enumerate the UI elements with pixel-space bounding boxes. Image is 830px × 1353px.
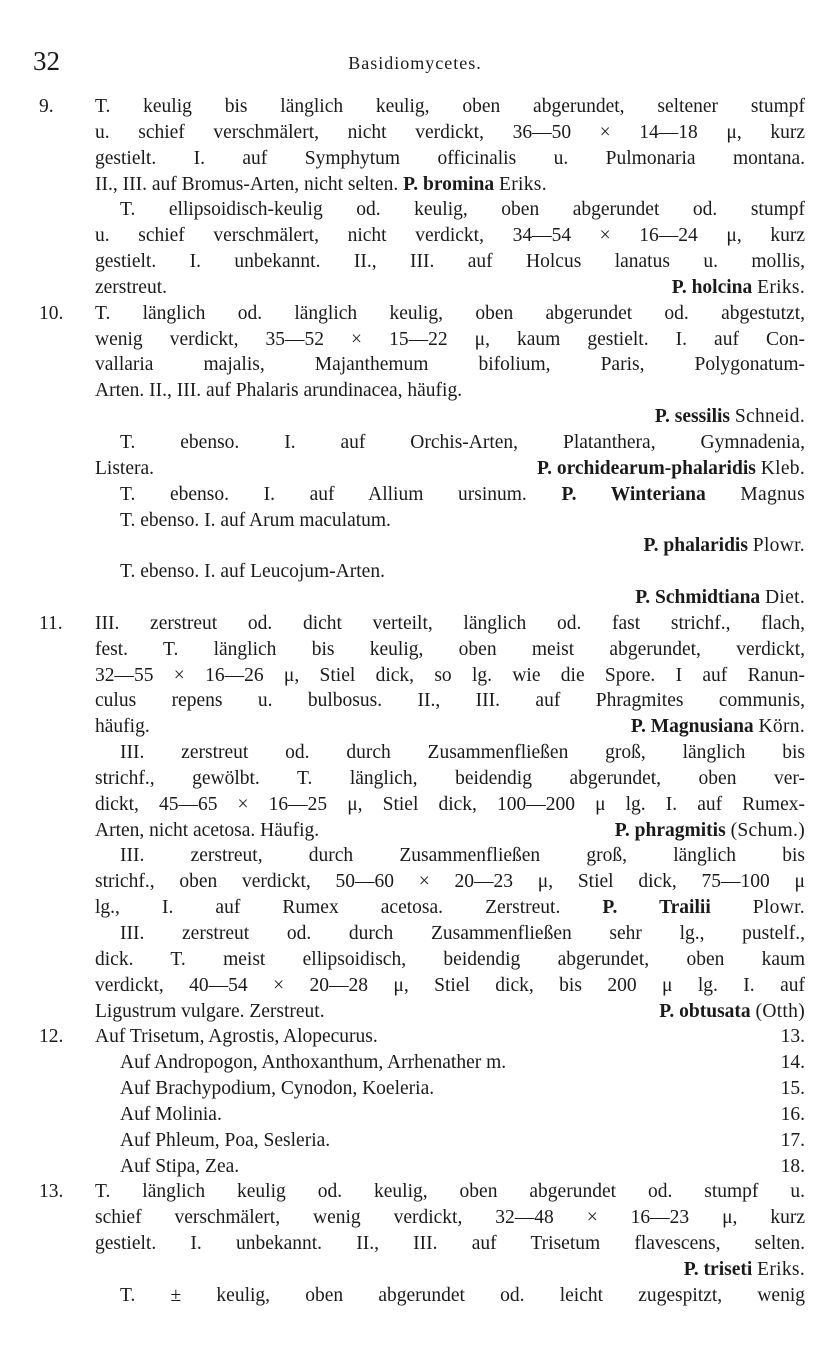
species-name: P. Winteriana bbox=[561, 483, 706, 505]
text-line bbox=[0, 895, 830, 921]
line-text bbox=[95, 663, 805, 689]
line-text-run: culus repens u. bulbosus. II., III. auf Phragmites communis, bbox=[95, 690, 805, 712]
text-line bbox=[0, 1024, 830, 1050]
line-text: Ligustrum vulgare. Zerstreut. bbox=[95, 1000, 325, 1022]
line-text bbox=[120, 482, 805, 508]
text-line bbox=[0, 1205, 830, 1231]
key-target-number: 15. bbox=[780, 1078, 805, 1100]
line-text-run: u. schief verschmälert, nicht verdickt, 34—54 × 16—24 μ, kurz bbox=[95, 225, 805, 247]
line-text-run: III. zerstreut od. durch Zusammenfließen groß, länglich bis bbox=[120, 742, 805, 764]
author-citation: Kleb. bbox=[760, 457, 805, 479]
line-text bbox=[95, 792, 805, 818]
page-header bbox=[0, 44, 830, 78]
line-text-run: strichf., oben verdickt, 50—60 × 20—23 μ, Stiel dick, 75—100 μ bbox=[95, 871, 805, 893]
text-line bbox=[0, 1102, 830, 1128]
text-line bbox=[0, 1128, 830, 1154]
text-line bbox=[0, 611, 830, 637]
text-line bbox=[0, 559, 830, 585]
line-text bbox=[95, 1231, 805, 1257]
line-text-run: Auf Trisetum, Agrostis, Alopecurus. bbox=[95, 1026, 378, 1048]
author-citation: Magnus bbox=[740, 483, 805, 505]
line-text bbox=[95, 378, 805, 404]
text-line bbox=[0, 921, 830, 947]
text-body bbox=[0, 94, 830, 1309]
text-line bbox=[0, 973, 830, 999]
line-text bbox=[95, 637, 805, 663]
text-line bbox=[0, 146, 830, 172]
line-text-run: gestielt. I. auf Symphytum officinalis u. Pulmonaria montana. bbox=[95, 147, 805, 169]
line-text bbox=[120, 740, 805, 766]
couplet-number: 12. bbox=[39, 1026, 64, 1048]
author-citation: (Schum.) bbox=[730, 819, 805, 841]
line-text-run: III. zerstreut, durch Zusammenfließen groß, länglich bis bbox=[120, 845, 805, 867]
text-line bbox=[0, 1231, 830, 1257]
line-text bbox=[95, 352, 805, 378]
line-text-run: u. schief verschmälert, nicht verdickt, 36—50 × 14—18 μ, kurz bbox=[95, 121, 805, 143]
text-line bbox=[0, 533, 830, 559]
line-text-run: T. ebenso. I. auf Allium ursinum. bbox=[120, 483, 527, 505]
species-name: P. Magnusiana bbox=[630, 716, 754, 738]
text-line bbox=[0, 663, 830, 689]
text-line bbox=[0, 688, 830, 714]
text-line bbox=[0, 275, 830, 301]
text-line bbox=[0, 120, 830, 146]
line-text-run: Auf Phleum, Poa, Sesleria. bbox=[120, 1129, 331, 1151]
text-line bbox=[0, 508, 830, 534]
author-citation: Schneid. bbox=[734, 406, 805, 428]
species-name: P. holcina bbox=[671, 276, 753, 298]
line-text bbox=[95, 1179, 805, 1205]
text-line bbox=[0, 1179, 830, 1205]
line-text bbox=[95, 301, 805, 327]
line-text-run: T. ebenso. I. auf Arum maculatum. bbox=[120, 509, 391, 531]
text-line bbox=[0, 430, 830, 456]
text-line bbox=[0, 1154, 830, 1180]
text-line bbox=[0, 249, 830, 275]
line-text bbox=[95, 1205, 805, 1231]
line-text-run: dickt, 45—65 × 16—25 μ, Stiel dick, 100—200 μ lg. I. auf Rumex- bbox=[95, 793, 805, 815]
line-text bbox=[120, 197, 805, 223]
line-text bbox=[120, 1076, 805, 1102]
species-name: P. sessilis bbox=[654, 406, 731, 428]
text-line bbox=[0, 999, 830, 1025]
text-line bbox=[0, 94, 830, 120]
species-name: P. obtusata bbox=[659, 1000, 751, 1022]
species-name: P. triseti bbox=[683, 1258, 753, 1280]
line-text bbox=[120, 843, 805, 869]
line-text-run: gestielt. I. unbekannt. II., III. auf Holcus lanatus u. mollis, bbox=[95, 251, 805, 273]
key-target-number: 16. bbox=[780, 1103, 805, 1125]
line-text-run: gestielt. I. unbekannt. II., III. auf Trisetum flavescens, selten. bbox=[95, 1233, 805, 1255]
line-text bbox=[95, 120, 805, 146]
species-name: P. phragmitis bbox=[614, 819, 726, 841]
line-text-run: II., III. auf Bromus-Arten, nicht selten. bbox=[95, 173, 399, 195]
line-text bbox=[120, 1050, 805, 1076]
line-text-run: T. länglich keulig od. keulig, oben abgerundet od. stumpf u. bbox=[95, 1181, 805, 1203]
text-line bbox=[0, 172, 830, 198]
line-text bbox=[120, 508, 805, 534]
author-citation: Eriks. bbox=[499, 173, 547, 195]
text-line bbox=[0, 301, 830, 327]
species-line bbox=[672, 275, 805, 301]
line-text-run: fest. T. länglich bis keulig, oben meist abgerundet, verdickt, bbox=[95, 638, 805, 660]
line-text-run: Auf Andropogon, Anthoxanthum, Arrhenather m. bbox=[120, 1052, 507, 1074]
line-text bbox=[95, 146, 805, 172]
line-text-run: vallaria majalis, Majanthemum bifolium, Paris, Polygonatum- bbox=[95, 354, 805, 376]
line-text bbox=[120, 921, 805, 947]
line-text bbox=[95, 327, 805, 353]
line-text bbox=[95, 223, 805, 249]
couplet-number: 11. bbox=[39, 612, 63, 634]
line-text bbox=[95, 1024, 805, 1050]
species-name: P. bromina bbox=[403, 173, 495, 195]
line-text bbox=[95, 869, 805, 895]
text-line bbox=[0, 869, 830, 895]
line-text-run: T. ± keulig, oben abgerundet od. leicht zugespitzt, wenig bbox=[120, 1284, 805, 1306]
text-line bbox=[0, 352, 830, 378]
text-line bbox=[0, 766, 830, 792]
line-text-run: schief verschmälert, wenig verdickt, 32—48 × 16—23 μ, kurz bbox=[95, 1207, 805, 1229]
text-line bbox=[0, 637, 830, 663]
line-text bbox=[95, 688, 805, 714]
line-text-run: verdickt, 40—54 × 20—28 μ, Stiel dick, bis 200 μ lg. I. auf bbox=[95, 974, 805, 996]
line-text-run: 32—55 × 16—26 μ, Stiel dick, so lg. wie die Spore. I auf Ranun- bbox=[95, 664, 805, 686]
line-text bbox=[95, 895, 805, 921]
text-line bbox=[0, 327, 830, 353]
line-text-run: III. zerstreut od. dicht verteilt, länglich od. fast strichf., flach, bbox=[95, 612, 805, 634]
species-line bbox=[635, 585, 805, 611]
couplet-number: 9. bbox=[39, 96, 54, 117]
species-name: P. phalaridis bbox=[643, 535, 748, 557]
couplet-number: 13. bbox=[39, 1181, 64, 1203]
species-line bbox=[537, 456, 805, 482]
text-line bbox=[0, 1283, 830, 1309]
text-line bbox=[0, 843, 830, 869]
species-line bbox=[655, 404, 805, 430]
line-text: häufig. bbox=[95, 716, 150, 738]
species-name: P. Trailii bbox=[602, 897, 711, 919]
author-citation: Diet. bbox=[765, 587, 805, 609]
line-text bbox=[120, 1102, 805, 1128]
running-head: Basidiomycetes. bbox=[348, 53, 482, 73]
line-text bbox=[95, 766, 805, 792]
line-text-run: T. ellipsoidisch-keulig od. keulig, oben abgerundet od. stumpf bbox=[120, 199, 805, 221]
line-text bbox=[95, 172, 805, 198]
line-text bbox=[120, 1128, 805, 1154]
line-text-run: Auf Molinia. bbox=[120, 1103, 222, 1125]
line-text-run: III. zerstreut od. durch Zusammenfließen sehr lg., pustelf., bbox=[120, 923, 805, 944]
species-line bbox=[684, 1257, 805, 1283]
key-target-number: 13. bbox=[780, 1026, 805, 1048]
text-line bbox=[0, 818, 830, 844]
text-line bbox=[0, 947, 830, 973]
text-line bbox=[0, 378, 830, 404]
species-line bbox=[631, 714, 805, 740]
line-text-run: T. ebenso. I. auf Orchis-Arten, Platanthera, Gymnadenia, bbox=[120, 431, 805, 453]
text-line bbox=[0, 585, 830, 611]
species-line bbox=[615, 818, 805, 844]
line-text bbox=[95, 611, 805, 637]
line-text-run: wenig verdickt, 35—52 × 15—22 μ, kaum gestielt. I. auf Con- bbox=[95, 328, 805, 350]
line-text bbox=[120, 559, 805, 585]
species-name: P. Schmidtiana bbox=[635, 587, 761, 609]
line-text bbox=[120, 430, 805, 456]
line-text-run: T. keulig bis länglich keulig, oben abgerundet, seltener stumpf bbox=[95, 96, 805, 117]
line-text-run: Auf Brachypodium, Cynodon, Koeleria. bbox=[120, 1078, 435, 1100]
line-text bbox=[95, 973, 805, 999]
line-text: Arten, nicht acetosa. Häufig. bbox=[95, 819, 320, 841]
key-target-number: 17. bbox=[780, 1129, 805, 1151]
line-text: Listera. bbox=[95, 457, 155, 479]
species-line bbox=[644, 533, 805, 559]
line-text-run: dick. T. meist ellipsoidisch, beidendig abgerundet, oben kaum bbox=[95, 948, 805, 970]
species-name: P. orchidearum-phalaridis bbox=[536, 457, 756, 479]
text-line bbox=[0, 197, 830, 223]
text-line bbox=[0, 456, 830, 482]
author-citation: Körn. bbox=[758, 716, 805, 738]
couplet-number: 10. bbox=[39, 302, 64, 324]
text-line bbox=[0, 482, 830, 508]
line-text bbox=[95, 947, 805, 973]
text-line bbox=[0, 1050, 830, 1076]
line-text-run: T. ebenso. I. auf Leucojum-Arten. bbox=[120, 561, 385, 583]
author-citation: Eriks. bbox=[757, 1258, 805, 1280]
text-line bbox=[0, 404, 830, 430]
key-target-number: 14. bbox=[780, 1052, 805, 1074]
line-text-run: Auf Stipa, Zea. bbox=[120, 1155, 240, 1177]
key-target-number: 18. bbox=[780, 1155, 805, 1177]
species-line bbox=[659, 999, 805, 1025]
text-line bbox=[0, 1076, 830, 1102]
author-citation: Eriks. bbox=[757, 276, 805, 298]
text-line bbox=[0, 792, 830, 818]
page-number: 32 bbox=[33, 46, 60, 76]
line-text bbox=[120, 1154, 805, 1180]
line-text-run: T. länglich od. länglich keulig, oben abgerundet od. abgestutzt, bbox=[95, 302, 805, 324]
text-line bbox=[0, 1257, 830, 1283]
author-citation: Plowr. bbox=[752, 897, 805, 919]
text-line bbox=[0, 223, 830, 249]
text-line bbox=[0, 740, 830, 766]
text-line bbox=[0, 714, 830, 740]
line-text: zerstreut. bbox=[95, 276, 168, 298]
author-citation: (Otth) bbox=[755, 1000, 805, 1022]
line-text bbox=[120, 1283, 805, 1309]
line-text-run: strichf., gewölbt. T. länglich, beidendig abgerundet, oben ver- bbox=[95, 767, 805, 789]
line-text-run: lg., I. auf Rumex acetosa. Zerstreut. bbox=[95, 897, 561, 919]
line-text-run: Arten. II., III. auf Phalaris arundinacea, häufig. bbox=[95, 380, 463, 402]
line-text bbox=[95, 94, 805, 120]
author-citation: Plowr. bbox=[752, 535, 805, 557]
line-text bbox=[95, 249, 805, 275]
